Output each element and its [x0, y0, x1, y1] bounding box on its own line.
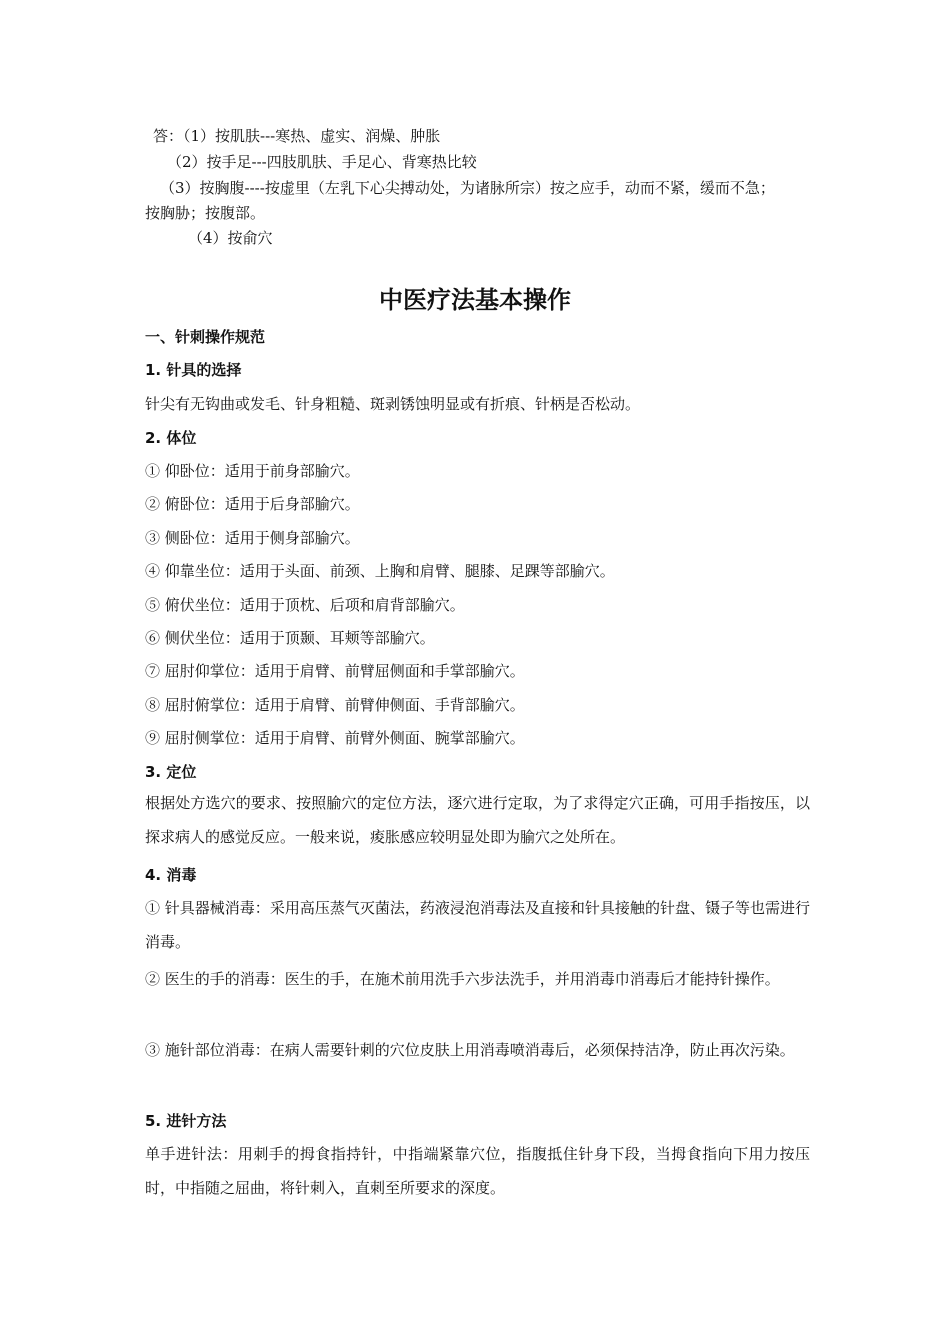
- point-location-text: 根据处方选穴的要求、按照腧穴的定位方法，逐穴进行定取，为了求得定穴正确，可用手指按压，以探求病人的感觉反应。一般来说，痠胀感应较明显处即为腧穴之处所在。: [145, 794, 810, 846]
- answer-line-4: （4）按俞穴: [188, 229, 273, 247]
- answer-line-2: （2）按手足---四肢肌肤、手足心、背寒热比较: [167, 153, 477, 171]
- disinfection-item: ① 针具器械消毒：采用高压蒸气灭菌法，药液浸泡消毒法及直接和针具接触的针盘、镊子等也需进行消毒。: [145, 899, 810, 951]
- answer-line-1: 答：（1）按肌肤---寒热、虚实、润燥、肿胀: [153, 127, 441, 145]
- subheading-body-position: 2. 体位: [145, 429, 197, 447]
- answer-line-3: （3）按胸腹----按虚里（左乳下心尖搏动处，为诸脉所宗）按之应手，动而不紧，缓而不急；: [160, 179, 775, 197]
- position-item: ⑧ 屈肘俯掌位：适用于肩臂、前臂伸侧面、手背部腧穴。: [145, 696, 525, 714]
- subheading-point-location: 3. 定位: [145, 763, 197, 781]
- disinfection-item: ③ 施针部位消毒：在病人需要针刺的穴位皮肤上用消毒喷消毒后，必须保持洁净，防止再次污染。: [145, 1041, 795, 1059]
- position-item: ⑤ 俯伏坐位：适用于顶枕、后项和肩背部腧穴。: [145, 596, 465, 614]
- needle-insertion-text: 单手进针法：用刺手的拇食指持针，中指端紧靠穴位，指腹抵住针身下段，当拇食指向下用力按压时，中指随之屈曲，将针刺入，直刺至所要求的深度。: [145, 1145, 810, 1197]
- position-item: ④ 仰靠坐位：适用于头面、前颈、上胸和肩臂、腿膝、足踝等部腧穴。: [145, 562, 615, 580]
- needle-selection-text: 针尖有无钩曲或发毛、针身粗糙、斑剥锈蚀明显或有折痕、针柄是否松动。: [145, 395, 641, 413]
- subheading-needle-insertion: 5. 进针方法: [145, 1112, 227, 1130]
- position-item: ② 俯卧位：适用于后身部腧穴。: [145, 495, 360, 513]
- position-item: ⑥ 侧伏坐位：适用于顶颞、耳颊等部腧穴。: [145, 629, 435, 647]
- section-heading-acupuncture: 一、针刺操作规范: [145, 328, 266, 346]
- position-item: ③ 侧卧位：适用于侧身部腧穴。: [145, 529, 360, 547]
- subheading-needle-selection: 1. 针具的选择: [145, 361, 242, 379]
- position-item: ⑨ 屈肘侧掌位：适用于肩臂、前臂外侧面、腕掌部腧穴。: [145, 729, 525, 747]
- position-item: ① 仰卧位：适用于前身部腧穴。: [145, 462, 360, 480]
- answer-line-3-continued: 按胸胁；按腹部。: [145, 204, 266, 222]
- subheading-disinfection: 4. 消毒: [145, 866, 197, 884]
- disinfection-item: ② 医生的手的消毒：医生的手，在施术前用洗手六步法洗手，并用消毒巾消毒后才能持针操作。: [145, 970, 780, 988]
- position-item: ⑦ 屈肘仰掌位：适用于肩臂、前臂屈侧面和手掌部腧穴。: [145, 662, 525, 680]
- page-title: 中医疗法基本操作: [379, 286, 571, 314]
